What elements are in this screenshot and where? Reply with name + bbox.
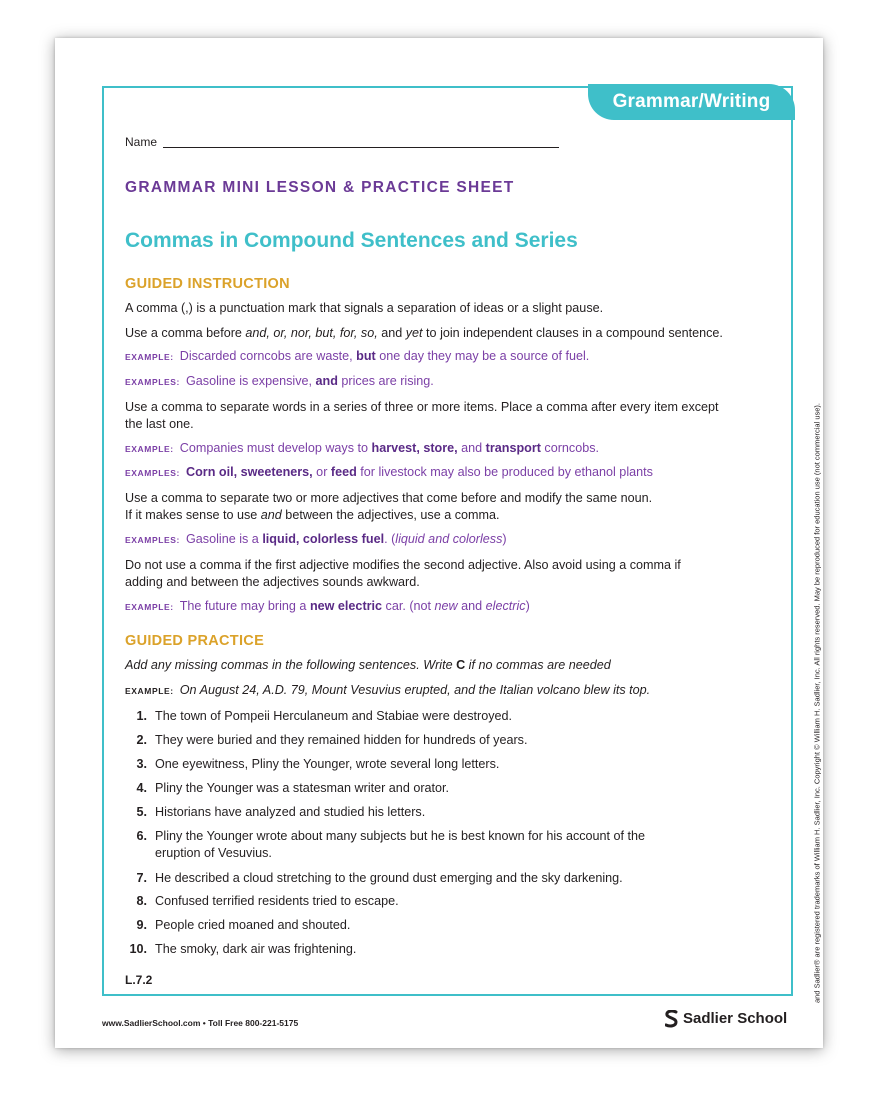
instruction-text: Use a comma to separate two or more adjectives that come before and modify the same noun.	[125, 491, 653, 505]
mini-lesson-title: GRAMMAR MINI LESSON & PRACTICE SHEET	[125, 179, 515, 196]
example-line: EXAMPLES: Corn oil, sweeteners, or feed for livestock may also be produced by ethanol plants	[125, 465, 653, 479]
copyright-notice: and Sadlier® are registered trademarks of William H. Sadlier, Inc. Copyright © William H. Sadlier, Inc. All rights reserved. May be reproduced for education use (not commercial use).	[812, 402, 822, 1004]
guided-practice-heading: GUIDED PRACTICE	[125, 633, 265, 649]
instruction-text: Do not use a comma if the first adjective modifies the second adjective. Also avoid using a comma if	[125, 558, 681, 572]
page-title: Commas in Compound Sentences and Series	[125, 229, 578, 252]
brand-name: Sadlier School	[683, 1010, 788, 1027]
publisher-logo	[665, 1010, 787, 1028]
worksheet-page: Grammar/Writing Name GRAMMAR MINI LESSON & PRACTICE SHEET Commas in Compound Sentences and Series GUIDED INSTRUCTION A comma (,) is a punctuation mark that signals a separation of ideas or a slight pause. Use a comma before and, or, nor, but, for, so, and yet to join independent clauses in a compound sentence. EXAMPLE: Discarded corncobs are waste, but one day they may be a source of fuel. EXAMPLES: Gasoline is expensive, and prices are rising. Use a comma to separate words in a series of three or more items. Place a comma after every item except the last one. EXAMPLE: Companies must develop ways to harvest, store, and transport corncobs. EXAMPLES: Corn oil, sweeteners, or feed for livestock may also be produced by ethanol plants Use a comma to separate two or more adjectives that come before and modify the same noun. If it makes sense to use and between the adjectives, use a comma. EXAMPLES: Gasoline is a liquid, colorless fuel. (liquid and colorless) Do not use a comma if the first adjective modifies the second adjective. Also avoid using a comma if adding and between the adjectives sounds awkward. EXAMPLE: The future may bring a new electric car. (not new and electric) GUIDED PRACTICE Add any missing commas in the following sentences. Write C if no commas are needed EXAMPLE: On August 24, A.D. 79, Mount Vesuvius erupted, and the Italian volcano blew its top. 1. The town of Pompeii Herculaneum and Stabiae were destroyed. 2. They were buried and they remained hidden for hundreds of years. 3. One eyewitness, Pliny the Younger, wrote several long letters. 4. Pliny the Younger was a statesman writer and orator. 5. Historians have analyzed and studied his letters. 6. Pliny the Younger wrote about many subjects but he is best known for his account of the eruption of Vesuvius. 7. He described a cloud stretching to the ground dust emerging and the sky darkening. 8. Confused terrified residents tried to escape. 9. People cried moaned and shouted. 10. The smoky, dark air was frightening. L.7.2 www.SadlierSchool.com • Toll Free 800-221-5175 Sadlier School and Sadlier® are registered trademarks of William H. Sadlier, Inc. Copyright © William H. Sadlier, Inc. All rights reserved. May be reproduced for education use (not commercial use).	[55, 38, 823, 1048]
instruction-text: Use a comma to separate words in a series of three or more items. Place a comma after every item except	[125, 400, 719, 414]
instruction-text: adding and between the adjectives sounds awkward.	[125, 575, 420, 589]
example-line: EXAMPLE: Companies must develop ways to harvest, store, and transport corncobs.	[125, 441, 600, 455]
example-line: EXAMPLE: Discarded corncobs are waste, but one day they may be a source of fuel.	[125, 349, 590, 363]
example-line: EXAMPLE: The future may bring a new electric car. (not new and electric)	[125, 599, 530, 613]
instruction-text: Use a comma before and, or, nor, but, for, so, and yet to join independent clauses in a compound sentence.	[125, 326, 723, 340]
practice-example: EXAMPLE: On August 24, A.D. 79, Mount Vesuvius erupted, and the Italian volcano blew its top.	[125, 683, 651, 697]
instruction-text: If it makes sense to use and between the adjectives, use a comma.	[125, 508, 500, 522]
example-line: EXAMPLES: Gasoline is expensive, and prices are rising.	[125, 374, 434, 388]
practice-instructions: Add any missing commas in the following sentences. Write C if no commas are needed	[125, 658, 611, 672]
instruction-text: A comma (,) is a punctuation mark that signals a separation of ideas or a slight pause.	[125, 301, 604, 315]
category-tab: Grammar/Writing	[588, 84, 795, 120]
name-label: Name	[125, 135, 158, 149]
instruction-text: the last one.	[125, 417, 194, 431]
standard-code: L.7.2	[125, 973, 153, 987]
guided-instruction-heading: GUIDED INSTRUCTION	[125, 276, 290, 292]
sadlier-s-icon	[665, 1010, 678, 1028]
name-line	[163, 147, 559, 148]
footer-contact: www.SadlierSchool.com • Toll Free 800-221-5175	[102, 1018, 299, 1028]
example-line: EXAMPLES: Gasoline is a liquid, colorless fuel. (liquid and colorless)	[125, 532, 507, 546]
